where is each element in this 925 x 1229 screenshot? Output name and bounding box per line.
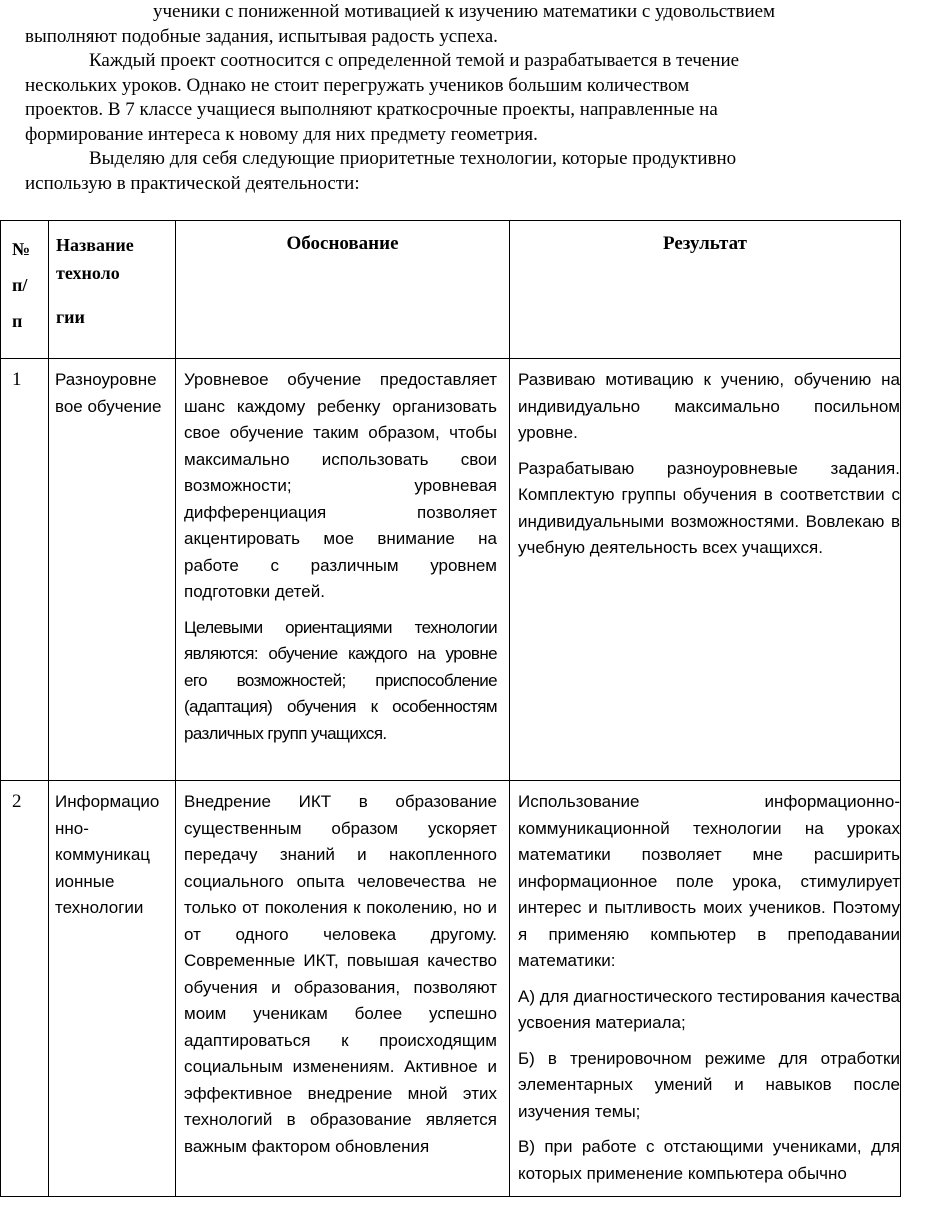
result-paragraph: Использование информационно-коммуникационной технологии на уроках математики позволяет мне расширить информационное поле урока, стимулирует интерес и пытливость моих учеников. Поэтому я применяю компьютер в преподавании математики:	[518, 792, 900, 970]
technology-name-line: нно-	[55, 818, 89, 838]
header-name-line: Название	[56, 235, 134, 255]
table-row	[1, 781, 901, 1197]
table-header-row	[1, 221, 901, 359]
header-basis: Обоснование	[176, 221, 510, 359]
result-cell	[510, 781, 901, 1197]
intro-line: Выделяю для себя следующие приоритетные технологии, которые продуктивно	[89, 148, 737, 169]
basis-paragraph: Уровневое обучение предоставляет шанс каждому ребенку организовать свое обучение таким образом, чтобы максимально использовать свои возможности; уровневая дифференциация позволяет акцентировать мое внимание на работе с различным уровнем подготовки детей.	[184, 370, 497, 601]
technology-name-line: Информацио	[55, 792, 160, 811]
result-paragraph: А) для диагностического тестирования качества усвоения материала;	[518, 986, 900, 1032]
intro-line: ученики с пониженной мотивацией к изучению математики с удовольствием	[153, 1, 776, 22]
header-name	[49, 221, 176, 359]
intro-line: Каждый проект соотносится с определенной темой и разрабатывается в течение	[89, 50, 740, 71]
header-number	[1, 221, 49, 359]
technology-name-line: коммуникац	[55, 845, 151, 864]
technology-name-line: вое обучение	[55, 396, 162, 416]
technology-name-line: Разноуровне	[55, 370, 157, 389]
result-paragraph: В) при работе с отстающими учениками, для которых применение компьютера обычно	[518, 1137, 900, 1183]
intro-line: выполняют подобные задания, испытывая радость успеха.	[25, 25, 498, 47]
table-row	[1, 359, 901, 781]
intro-line: проектов. В 7 классе учащиеся выполняют краткосрочные проекты, направленные на	[25, 99, 718, 120]
result-paragraph: Развиваю мотивацию к учению, обучению на индивидуально максимально посильном уровне.	[518, 370, 900, 442]
intro-line: нескольких уроков. Однако не стоит перегружать учеников большим количеством	[25, 74, 690, 96]
technologies-table	[0, 220, 901, 1197]
header-number-line: №	[12, 239, 31, 259]
technology-name	[49, 781, 176, 1197]
header-name-line: техноло	[56, 263, 120, 283]
technology-name-line: технологии	[55, 898, 144, 917]
result-cell	[510, 359, 901, 781]
header-number-line: п	[12, 311, 23, 331]
intro-line: использую в практической деятельности:	[25, 172, 360, 194]
result-paragraph: Разрабатываю разноуровневые задания. Комплектую группы обучения в соответствии с индивидуальными возможностями. Вовлекаю в учебную деятельность всех учащихся.	[518, 458, 900, 557]
intro-text	[25, 0, 925, 196]
technology-name-line: ионные	[55, 871, 115, 891]
header-result: Результат	[510, 221, 901, 359]
result-paragraph: Б) в тренировочном режиме для отработки элементарных умений и навыков после изучения темы;	[518, 1048, 900, 1121]
basis-paragraph: Целевыми ориентациями технологии являются: обучение каждого на уровне его возможностей; приспособление (адаптация) обучения к особенностям различных групп учащихся.	[184, 617, 497, 743]
header-name-line: гии	[56, 307, 85, 327]
header-number-line: п/	[12, 275, 28, 295]
basis-paragraph: Внедрение ИКТ в образование существенным образом ускоряет передачу знаний и накопленного социального опыта человечества не только от поколения к поколению, но и от одного человека другому. Современные ИКТ, повышая качество обучения и образования, позволяют моим ученикам более успешно адаптироваться к происходящим социальным изменениям. Активное и эффективное внедрение мной этих технологий в образование является важным фактором обновления	[184, 792, 497, 1156]
row-number: 1	[1, 359, 49, 781]
row-number: 2	[1, 781, 49, 1197]
basis-cell	[176, 359, 510, 781]
technology-name	[49, 359, 176, 781]
basis-cell	[176, 781, 510, 1197]
intro-line: формирование интереса к новому для них предмету геометрия.	[25, 123, 538, 145]
